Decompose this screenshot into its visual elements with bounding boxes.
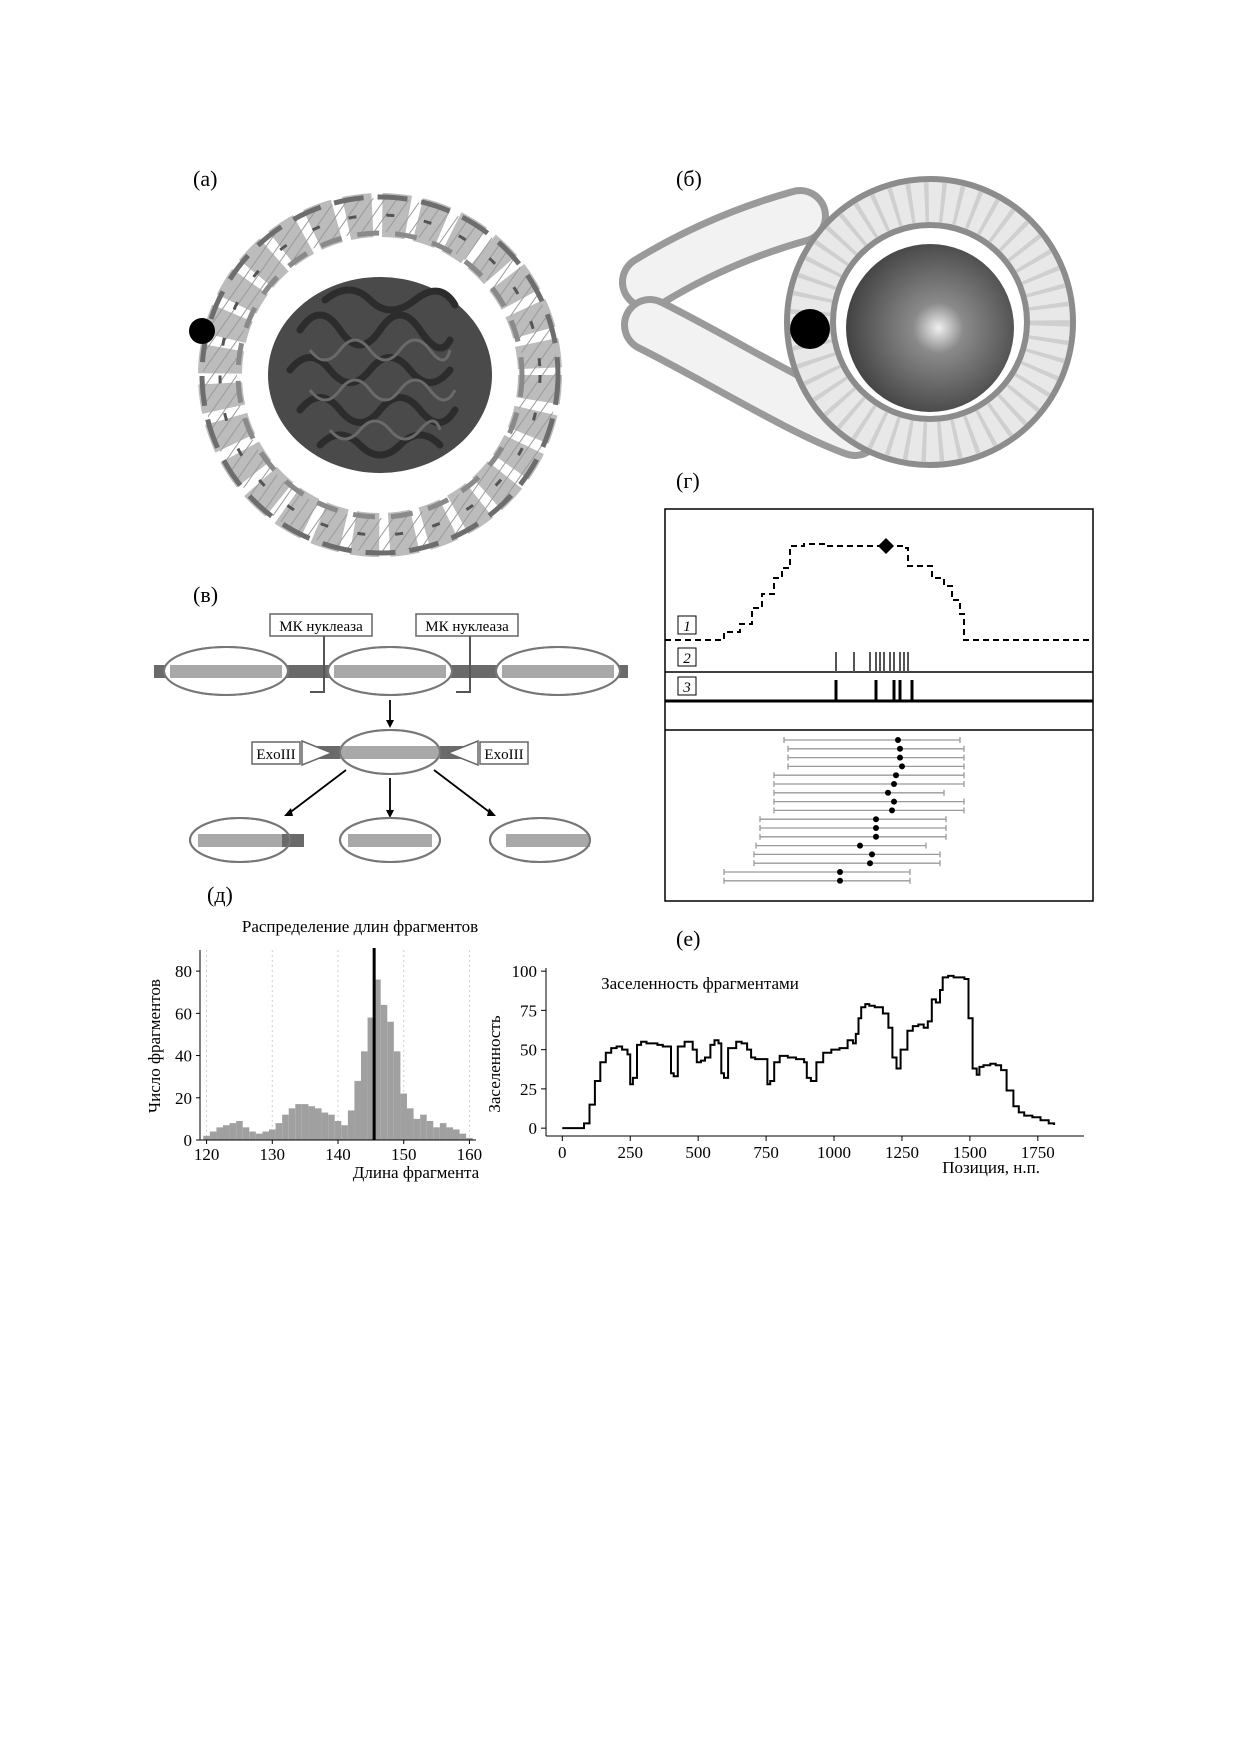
histogram-title: Распределение длин фрагментов bbox=[241, 917, 479, 936]
histogram-xtick-label: 150 bbox=[390, 1145, 417, 1164]
occupancy-xtick-label: 1000 bbox=[817, 1143, 852, 1162]
histogram-bar bbox=[394, 1051, 401, 1140]
histogram-bar bbox=[256, 1134, 263, 1140]
interval-center-dot bbox=[873, 825, 879, 831]
experiment-scheme bbox=[150, 600, 640, 870]
interval-center-dot bbox=[869, 851, 875, 857]
histogram-ytick-label: 0 bbox=[183, 1131, 192, 1150]
occupancy-xtick-label: 250 bbox=[617, 1143, 643, 1162]
interval-center-dot bbox=[873, 816, 879, 822]
histogram-bar bbox=[276, 1123, 283, 1140]
interval-center-dot bbox=[889, 807, 895, 813]
histogram-bar bbox=[243, 1127, 250, 1140]
fragment-length-histogram bbox=[140, 910, 520, 1190]
interval-center-dot bbox=[885, 790, 891, 796]
interval-center-dot bbox=[873, 834, 879, 840]
histogram-bar bbox=[308, 1106, 315, 1140]
interval-center-dot bbox=[897, 755, 903, 761]
histogram-bar bbox=[322, 1113, 329, 1140]
histogram-bar bbox=[460, 1134, 467, 1140]
nuclease-label-left: МК нуклеаза bbox=[279, 619, 363, 635]
coarse-grained-model-image bbox=[640, 180, 1090, 480]
histogram-ylabel: Число фрагментов bbox=[145, 979, 164, 1113]
occupancy-xtick-label: 500 bbox=[685, 1143, 711, 1162]
histogram-bar bbox=[230, 1123, 237, 1140]
histogram-bar bbox=[302, 1104, 309, 1140]
interval-center-dot bbox=[891, 781, 897, 787]
histogram-ytick-label: 20 bbox=[175, 1088, 192, 1108]
histogram-bar bbox=[203, 1136, 210, 1140]
occupancy-ylabel: Заселенность bbox=[485, 1015, 504, 1113]
histogram-bar bbox=[407, 1108, 414, 1140]
histogram-bar bbox=[361, 1051, 368, 1140]
histogram-ytick-label: 40 bbox=[175, 1046, 192, 1066]
interval-center-dot bbox=[857, 843, 863, 849]
exo-label-right: ExoIII bbox=[484, 747, 524, 763]
histogram-bar bbox=[249, 1132, 256, 1140]
histogram-bar bbox=[427, 1121, 434, 1140]
panel-label-d: (д) bbox=[207, 882, 233, 907]
interval-center-dot bbox=[893, 772, 899, 778]
panel-label-a: (а) bbox=[193, 166, 218, 191]
occupancy-ytick-label: 100 bbox=[511, 962, 537, 982]
histogram-bar bbox=[223, 1125, 230, 1140]
panel-label-e: (е) bbox=[676, 926, 701, 951]
histogram-bar bbox=[348, 1110, 355, 1140]
occupancy-title: Заселенность фрагментами bbox=[601, 974, 799, 993]
histogram-bar bbox=[262, 1132, 269, 1140]
histogram-xlabel: Длина фрагмента bbox=[352, 1163, 480, 1182]
interval-center-dot bbox=[867, 860, 873, 866]
occupancy-xtick-label: 1500 bbox=[952, 1143, 987, 1162]
occupancy-xtick-label: 1250 bbox=[884, 1143, 919, 1162]
histogram-bar bbox=[387, 1022, 394, 1140]
histogram-ytick-label: 80 bbox=[175, 962, 192, 982]
occupancy-xtick-label: 750 bbox=[753, 1143, 779, 1162]
histogram-xtick-label: 120 bbox=[193, 1145, 220, 1164]
histogram-bar bbox=[433, 1127, 440, 1140]
interval-center-dot bbox=[837, 878, 843, 884]
histogram-xtick-label: 140 bbox=[325, 1145, 351, 1164]
occupancy-line-chart bbox=[480, 960, 1100, 1180]
histogram-bar bbox=[446, 1127, 453, 1140]
occupancy-ytick-label: 25 bbox=[520, 1079, 537, 1099]
histogram-bar bbox=[328, 1115, 335, 1140]
histogram-bar bbox=[282, 1115, 289, 1140]
histogram-bar bbox=[335, 1121, 342, 1140]
occupancy-xlabel: Позиция, н.п. bbox=[942, 1158, 1040, 1177]
histogram-bar bbox=[315, 1108, 322, 1140]
interval-center-dot bbox=[897, 746, 903, 752]
histogram-ytick-label: 60 bbox=[175, 1004, 192, 1024]
track-label-3: 3 bbox=[683, 680, 691, 696]
interval-center-dot bbox=[837, 869, 843, 875]
interval-center-dot bbox=[891, 799, 897, 805]
histogram-bar bbox=[453, 1129, 460, 1140]
position-tracks-panel bbox=[664, 508, 1094, 904]
histogram-bar bbox=[210, 1132, 217, 1140]
nucleosome-structure-image bbox=[190, 180, 570, 560]
histogram-bar bbox=[269, 1129, 276, 1140]
occupancy-series-line bbox=[562, 976, 1054, 1128]
histogram-xtick-label: 160 bbox=[456, 1145, 483, 1164]
dyad-marker bbox=[189, 318, 215, 344]
occupancy-ytick-label: 0 bbox=[528, 1119, 537, 1139]
histogram-bar bbox=[381, 1005, 388, 1140]
panel-label-b: (б) bbox=[676, 166, 702, 191]
histogram-bar bbox=[420, 1115, 427, 1140]
track-label-2: 2 bbox=[683, 651, 691, 667]
histogram-bar bbox=[295, 1104, 302, 1140]
occupancy-xtick-label: 1750 bbox=[1020, 1143, 1055, 1162]
nuclease-label-right: МК нуклеаза bbox=[425, 619, 509, 635]
histogram-bar bbox=[341, 1125, 348, 1140]
exo-label-left: ExoIII bbox=[256, 747, 296, 763]
panel-label-v: (в) bbox=[193, 582, 219, 607]
occupancy-xtick-label: 0 bbox=[558, 1143, 567, 1162]
interval-center-dot bbox=[899, 763, 905, 769]
histogram-bar bbox=[354, 1081, 361, 1140]
histogram-xtick-label: 130 bbox=[259, 1145, 286, 1164]
panel-label-g: (г) bbox=[676, 468, 700, 493]
histogram-bar bbox=[440, 1123, 447, 1140]
histogram-bar bbox=[289, 1108, 296, 1140]
histogram-bar bbox=[414, 1119, 421, 1140]
occupancy-ytick-label: 75 bbox=[520, 1001, 537, 1021]
histogram-bar bbox=[400, 1094, 407, 1140]
track-label-1: 1 bbox=[683, 619, 691, 635]
histogram-bar bbox=[236, 1121, 243, 1140]
dyad-marker bbox=[790, 309, 830, 349]
occupancy-ytick-label: 50 bbox=[520, 1040, 537, 1060]
histogram-bar bbox=[216, 1127, 223, 1140]
interval-center-dot bbox=[895, 737, 901, 743]
